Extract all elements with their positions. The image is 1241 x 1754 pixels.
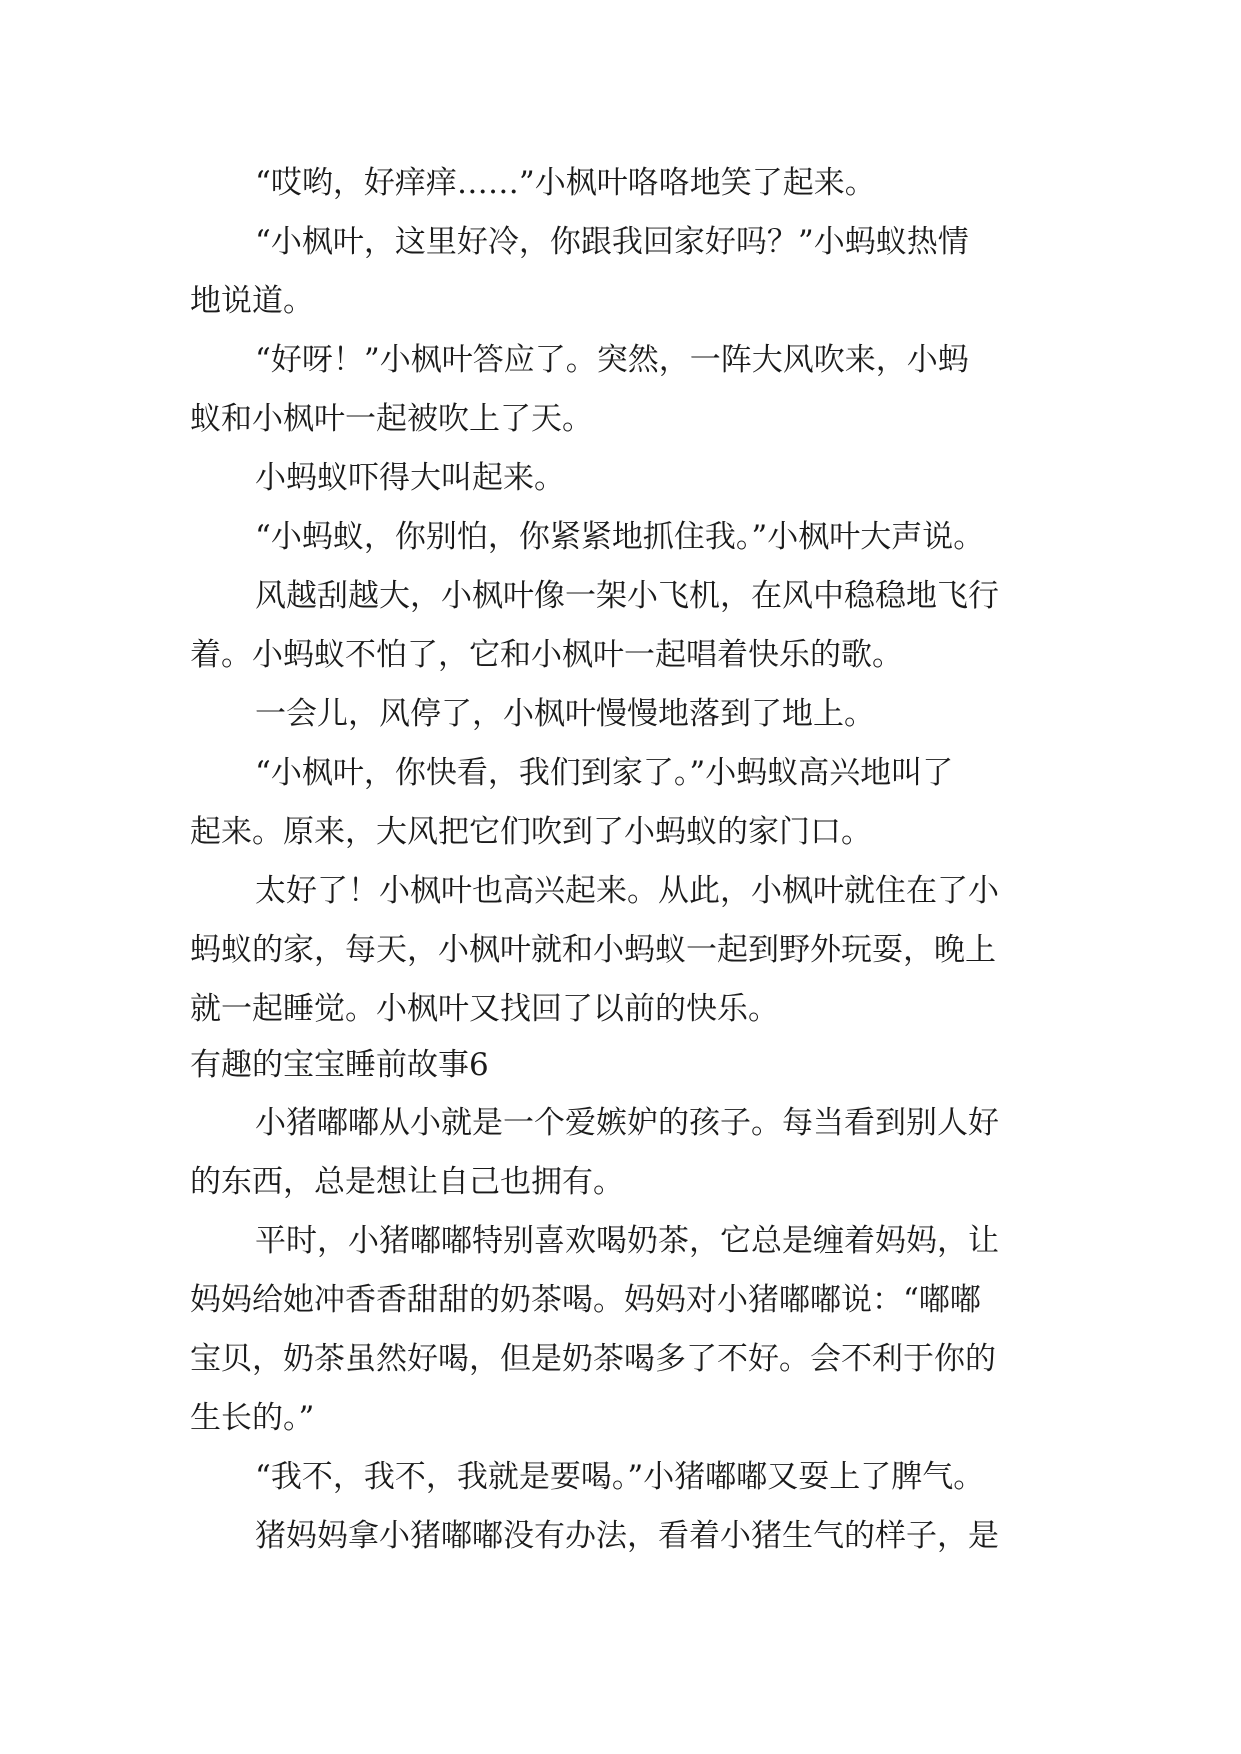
text-line: “小蚂蚁，你别怕，你紧紧地抓住我。”小枫叶大声说。 <box>255 519 985 555</box>
text-line: “哎哟，好痒痒……”小枫叶咯咯地笑了起来。 <box>255 165 876 201</box>
text-line: “我不，我不，我就是要喝。”小猪嘟嘟又耍上了脾气。 <box>255 1459 985 1495</box>
text-line: 的东西，总是想让自己也拥有。 <box>190 1164 624 1200</box>
text-line: “小枫叶，这里好冷，你跟我回家好吗？”小蚂蚁热情 <box>255 224 969 260</box>
text-line: 起来。原来，大风把它们吹到了小蚂蚁的家门口。 <box>190 814 872 850</box>
text-line: 小猪嘟嘟从小就是一个爱嫉妒的孩子。每当看到别人好 <box>255 1105 999 1141</box>
text-line: 一会儿，风停了，小枫叶慢慢地落到了地上。 <box>255 696 875 732</box>
text-line: 太好了！小枫叶也高兴起来。从此，小枫叶就住在了小 <box>255 873 999 909</box>
text-line: 蚂蚁的家，每天，小枫叶就和小蚂蚁一起到野外玩耍，晚上 <box>190 932 996 968</box>
text-line: 地说道。 <box>190 283 314 319</box>
text-line: “好呀！”小枫叶答应了。突然，一阵大风吹来，小蚂 <box>255 342 969 378</box>
text-line: 蚁和小枫叶一起被吹上了天。 <box>190 401 593 437</box>
section-heading: 有趣的宝宝睡前故事6 <box>190 1047 489 1083</box>
text-line: 生长的。” <box>190 1400 315 1436</box>
text-line: 就一起睡觉。小枫叶又找回了以前的快乐。 <box>190 991 779 1027</box>
text-line: 小蚂蚁吓得大叫起来。 <box>255 460 565 496</box>
text-line: 妈妈给她冲香香甜甜的奶茶喝。妈妈对小猪嘟嘟说：“嘟嘟 <box>190 1282 981 1318</box>
text-line: 风越刮越大，小枫叶像一架小飞机，在风中稳稳地飞行 <box>255 578 999 614</box>
text-line: 猪妈妈拿小猪嘟嘟没有办法，看着小猪生气的样子，是 <box>255 1518 999 1554</box>
text-line: “小枫叶，你快看，我们到家了。”小蚂蚁高兴地叫了 <box>255 755 954 791</box>
text-line: 平时，小猪嘟嘟特别喜欢喝奶茶，它总是缠着妈妈，让 <box>255 1223 999 1259</box>
text-line: 宝贝，奶茶虽然好喝，但是奶茶喝多了不好。会不利于你的 <box>190 1341 996 1377</box>
text-line: 着。小蚂蚁不怕了，它和小枫叶一起唱着快乐的歌。 <box>190 637 903 673</box>
